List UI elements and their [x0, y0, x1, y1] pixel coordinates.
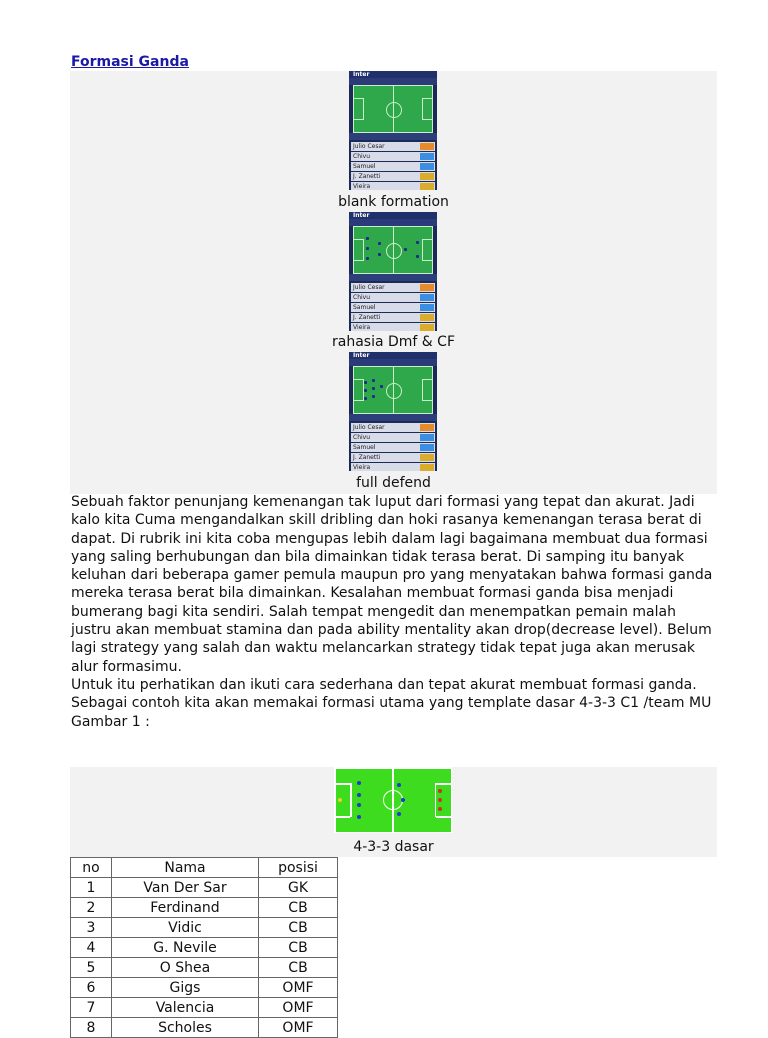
table-cell: 7 — [71, 998, 112, 1018]
column-header: no — [71, 858, 112, 878]
figure-caption: 4-3-3 dasar — [353, 839, 434, 855]
table-cell: 2 — [71, 898, 112, 918]
table-cell: OMF — [259, 1018, 338, 1038]
table-row — [71, 978, 338, 998]
formation-pitch-diagram — [334, 767, 452, 833]
table-cell: Scholes — [112, 1018, 259, 1038]
table-cell: Ferdinand — [112, 898, 259, 918]
figure-caption: blank formation — [338, 194, 449, 210]
table-row — [71, 898, 338, 918]
formation-screenshot-1 — [349, 71, 437, 190]
table-cell: Gigs — [112, 978, 259, 998]
player-row: Samuel — [351, 303, 435, 312]
column-header: posisi — [259, 858, 338, 878]
figure-caption: full defend — [356, 475, 431, 491]
paragraph: Gambar 1 : — [71, 713, 150, 730]
player-row: Vieira — [351, 463, 435, 471]
player-row: Samuel — [351, 443, 435, 452]
player-row: Samuel — [351, 162, 435, 171]
pitch-graphic — [353, 366, 433, 414]
table-cell: 4 — [71, 938, 112, 958]
player-table — [70, 857, 338, 1038]
figure-caption: rahasia Dmf & CF — [332, 334, 455, 350]
pitch-graphic — [353, 226, 433, 274]
table-cell: CB — [259, 958, 338, 978]
table-cell: 3 — [71, 918, 112, 938]
team-name: Inter — [349, 212, 437, 219]
team-name: Inter — [349, 71, 437, 78]
table-cell: CB — [259, 938, 338, 958]
player-row: Vieira — [351, 323, 435, 331]
table-cell: OMF — [259, 998, 338, 1018]
pitch-graphic — [353, 85, 433, 133]
player-row: Julio Cesar — [351, 283, 435, 292]
table-row — [71, 998, 338, 1018]
table-cell: G. Nevile — [112, 938, 259, 958]
table-cell: Vidic — [112, 918, 259, 938]
article-title-link[interactable]: Formasi Ganda — [71, 54, 189, 70]
table-cell: 8 — [71, 1018, 112, 1038]
table-cell: 1 — [71, 878, 112, 898]
team-name: Inter — [349, 352, 437, 359]
table-cell: OMF — [259, 978, 338, 998]
formation-screenshot-2 — [349, 212, 437, 331]
table-row — [71, 1018, 338, 1038]
table-cell: CB — [259, 918, 338, 938]
player-row: Chivu — [351, 433, 435, 442]
paragraph: Sebuah faktor penunjang kemenangan tak luput dari formasi yang tepat dan akurat. Jadi kalo kita Cuma mengandalkan skill dribling dan hoki rasanya kemenangan terasa berat di dapat. Di rubrik ini kita coba mengupas lebih dalam lagi bagaimana membuat dua formasi yang saling berhubungan dan bila dimainkan tidak terasa berat. Di samping itu banyak keluhan dari beberapa gamer pemula maupun pro yang menyatakan bahwa formasi ganda mereka terasa berat bila dimainkan. Kesalahan membuat formasi ganda bisa menjadi bumerang bagi kita sendiri. Salah tempat mengedit dan menempatkan pemain malah justru akan membuat stamina dan pada ability mentality akan drop(decrease level). Belum lagi strategy yang salah dan waktu melancarkan strategy tidak tepat juga akan merusak alur formasimu. — [71, 494, 713, 675]
paragraph: Untuk itu perhatikan dan ikuti cara sederhana dan tepat akurat membuat formasi ganda. Sebagai contoh kita akan memakai formasi utama yang template dasar 4-3-3 C1 /team MU — [71, 676, 712, 712]
table-cell: 6 — [71, 978, 112, 998]
table-cell: Van Der Sar — [112, 878, 259, 898]
formation-screenshot-3 — [349, 352, 437, 471]
player-row: Vieira — [351, 182, 435, 190]
table-row — [71, 958, 338, 978]
player-row: Chivu — [351, 293, 435, 302]
player-row: Chivu — [351, 152, 435, 161]
player-row: J. Zanetti — [351, 453, 435, 462]
table-cell: CB — [259, 898, 338, 918]
column-header: Nama — [112, 858, 259, 878]
player-row: J. Zanetti — [351, 172, 435, 181]
table-row — [71, 918, 338, 938]
table-header-row — [71, 858, 338, 878]
table-cell: 5 — [71, 958, 112, 978]
table-row — [71, 878, 338, 898]
table-cell: Valencia — [112, 998, 259, 1018]
table-cell: O Shea — [112, 958, 259, 978]
table-cell: GK — [259, 878, 338, 898]
player-row: J. Zanetti — [351, 313, 435, 322]
article-body — [71, 493, 717, 731]
player-row: Julio Cesar — [351, 423, 435, 432]
table-row — [71, 938, 338, 958]
player-row: Julio Cesar — [351, 142, 435, 151]
